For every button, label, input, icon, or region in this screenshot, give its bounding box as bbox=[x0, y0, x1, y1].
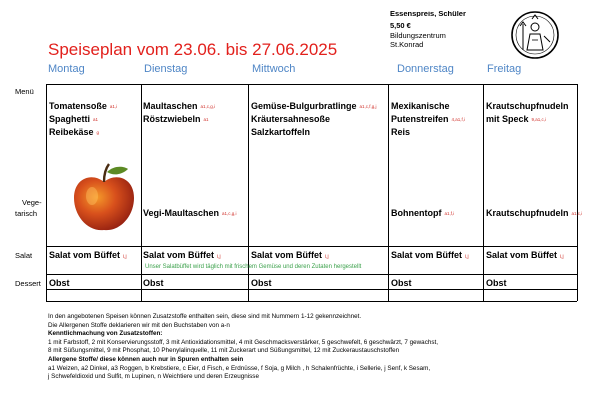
footer-line: In den angebotenen Speisen können Zusatzstoffe enthalten sein, diese sind mit Nummern 1-12 gekennzeichnet. bbox=[48, 313, 362, 320]
menu-item: Putenstreifen 4,a1,f,i bbox=[391, 114, 466, 124]
location-line-2: St.Konrad bbox=[390, 40, 424, 49]
menu-item: Reibekäse g bbox=[49, 127, 100, 137]
grid-line bbox=[46, 84, 577, 85]
veg-item-donnerstag: Bohnentopf a1,f,i bbox=[391, 208, 455, 218]
dessert-montag: Obst bbox=[49, 278, 70, 288]
salat-donnerstag: Salat vom Büffet i,j bbox=[391, 250, 469, 260]
row-label-veg-2: tarisch bbox=[15, 209, 38, 218]
menu-item: mit Speck 9,a1,c,i bbox=[486, 114, 547, 124]
salat-dienstag: Salat vom Büffet i,j bbox=[143, 250, 221, 260]
dessert-freitag: Obst bbox=[486, 278, 507, 288]
menu-item: Maultaschen a1,c,g,i bbox=[143, 101, 216, 111]
veg-item-freitag: Krautschupfnudeln a1,c,i bbox=[486, 208, 583, 218]
menu-item: Krautschupfnudeln bbox=[486, 101, 569, 111]
dessert-mittwoch: Obst bbox=[251, 278, 272, 288]
salat-note: Unser Salatbüffet wird täglich mit frischem Gemüse und deren Zutaten hergestellt bbox=[145, 264, 362, 270]
menu-item: Spaghetti a1 bbox=[49, 114, 99, 124]
footer-line: 8 mit Süßungsmittel, 9 mit Phosphat, 10 Phenylalinquelle, 11 mit Zuckerart und Süßungsmittel, 12 mit Zuckeraustauschstoffen bbox=[48, 347, 400, 355]
page-title: Speiseplan vom 23.06. bis 27.06.2025 bbox=[48, 40, 338, 59]
veg-item-dienstag: Vegi-Maultaschen a1,c,g,i bbox=[143, 208, 237, 218]
salat-freitag: Salat vom Büffet i,j bbox=[486, 250, 564, 260]
grid-line bbox=[46, 301, 577, 302]
footer-line: j Schwefeldioxid und Sulfit, m Lupinen, n Weichtiere und deren Erzeugnisse bbox=[48, 373, 259, 381]
grid-line bbox=[388, 84, 389, 301]
grid-line bbox=[46, 274, 577, 275]
menu-item: Mexikanische bbox=[391, 101, 450, 111]
row-label-salat: Salat bbox=[15, 251, 33, 260]
footer-line: a1 Weizen, a2 Dinkel, a3 Roggen, b Krebstiere, c Eier, d Fisch, e Erdnüsse, f Soja, g Milch , h Schalenfrüchte, i Sellerie, j Senf, k Sesam, bbox=[48, 364, 431, 372]
apple-illustration bbox=[70, 162, 138, 234]
grid-line bbox=[577, 84, 578, 301]
footer-line: Die Allergenen Stoffe deklarieren wir mit den Buchstaben von a-n bbox=[48, 321, 230, 329]
salat-mittwoch: Salat vom Büffet i,j bbox=[251, 250, 329, 260]
dessert-dienstag: Obst bbox=[143, 278, 164, 288]
footer-notes bbox=[48, 313, 438, 382]
grid-line bbox=[483, 84, 484, 301]
grid-line bbox=[46, 84, 47, 301]
dessert-donnerstag: Obst bbox=[391, 278, 412, 288]
grid-line bbox=[141, 84, 142, 301]
footer-line: 1 mit Farbstoff, 2 mit Konservierungsstoff, 3 mit Antioxidationsmittel, 4 mit Geschmacksverstärker, 5 geschwefelt, 6 geschwärzt, 7 gewachst, bbox=[48, 338, 438, 346]
day-dienstag: Dienstag bbox=[144, 63, 188, 75]
footer-heading: Kenntlichmachung von Zusatzstoffen: bbox=[48, 330, 163, 338]
day-donnerstag: Donnerstag bbox=[397, 63, 454, 75]
menu-item: Reis bbox=[391, 127, 411, 137]
menu-item: Salzkartoffeln bbox=[251, 127, 311, 137]
row-label-dessert: Dessert bbox=[15, 279, 41, 288]
day-freitag: Freitag bbox=[487, 63, 522, 75]
location-line-1: Bildungszentrum bbox=[390, 30, 446, 40]
row-label-veg-1: Vege- bbox=[22, 198, 42, 207]
day-montag: Montag bbox=[48, 63, 85, 75]
day-mittwoch: Mittwoch bbox=[252, 63, 296, 75]
grid-line bbox=[46, 289, 577, 290]
menu-item: Kräutersahnesoße bbox=[251, 114, 331, 124]
salat-montag: Salat vom Büffet i,j bbox=[49, 250, 127, 260]
price-label: Essenspreis, Schüler bbox=[390, 11, 466, 17]
footer-heading: Allergene Stoffe/ diese können auch nur in Spuren enthalten sein bbox=[48, 355, 244, 363]
grid-line bbox=[46, 246, 577, 247]
menu-item: Gemüse-Bulgurbratlinge a1,c,f,g,j bbox=[251, 101, 377, 111]
price: 5,50 € bbox=[390, 21, 411, 30]
st-konrad-emblem-icon bbox=[510, 10, 560, 60]
price-info bbox=[390, 12, 466, 50]
menu-item: Tomatensoße a1,i bbox=[49, 101, 118, 111]
menu-item: Röstzwiebeln a1 bbox=[143, 114, 209, 124]
row-label-menu: Menü bbox=[15, 87, 34, 96]
